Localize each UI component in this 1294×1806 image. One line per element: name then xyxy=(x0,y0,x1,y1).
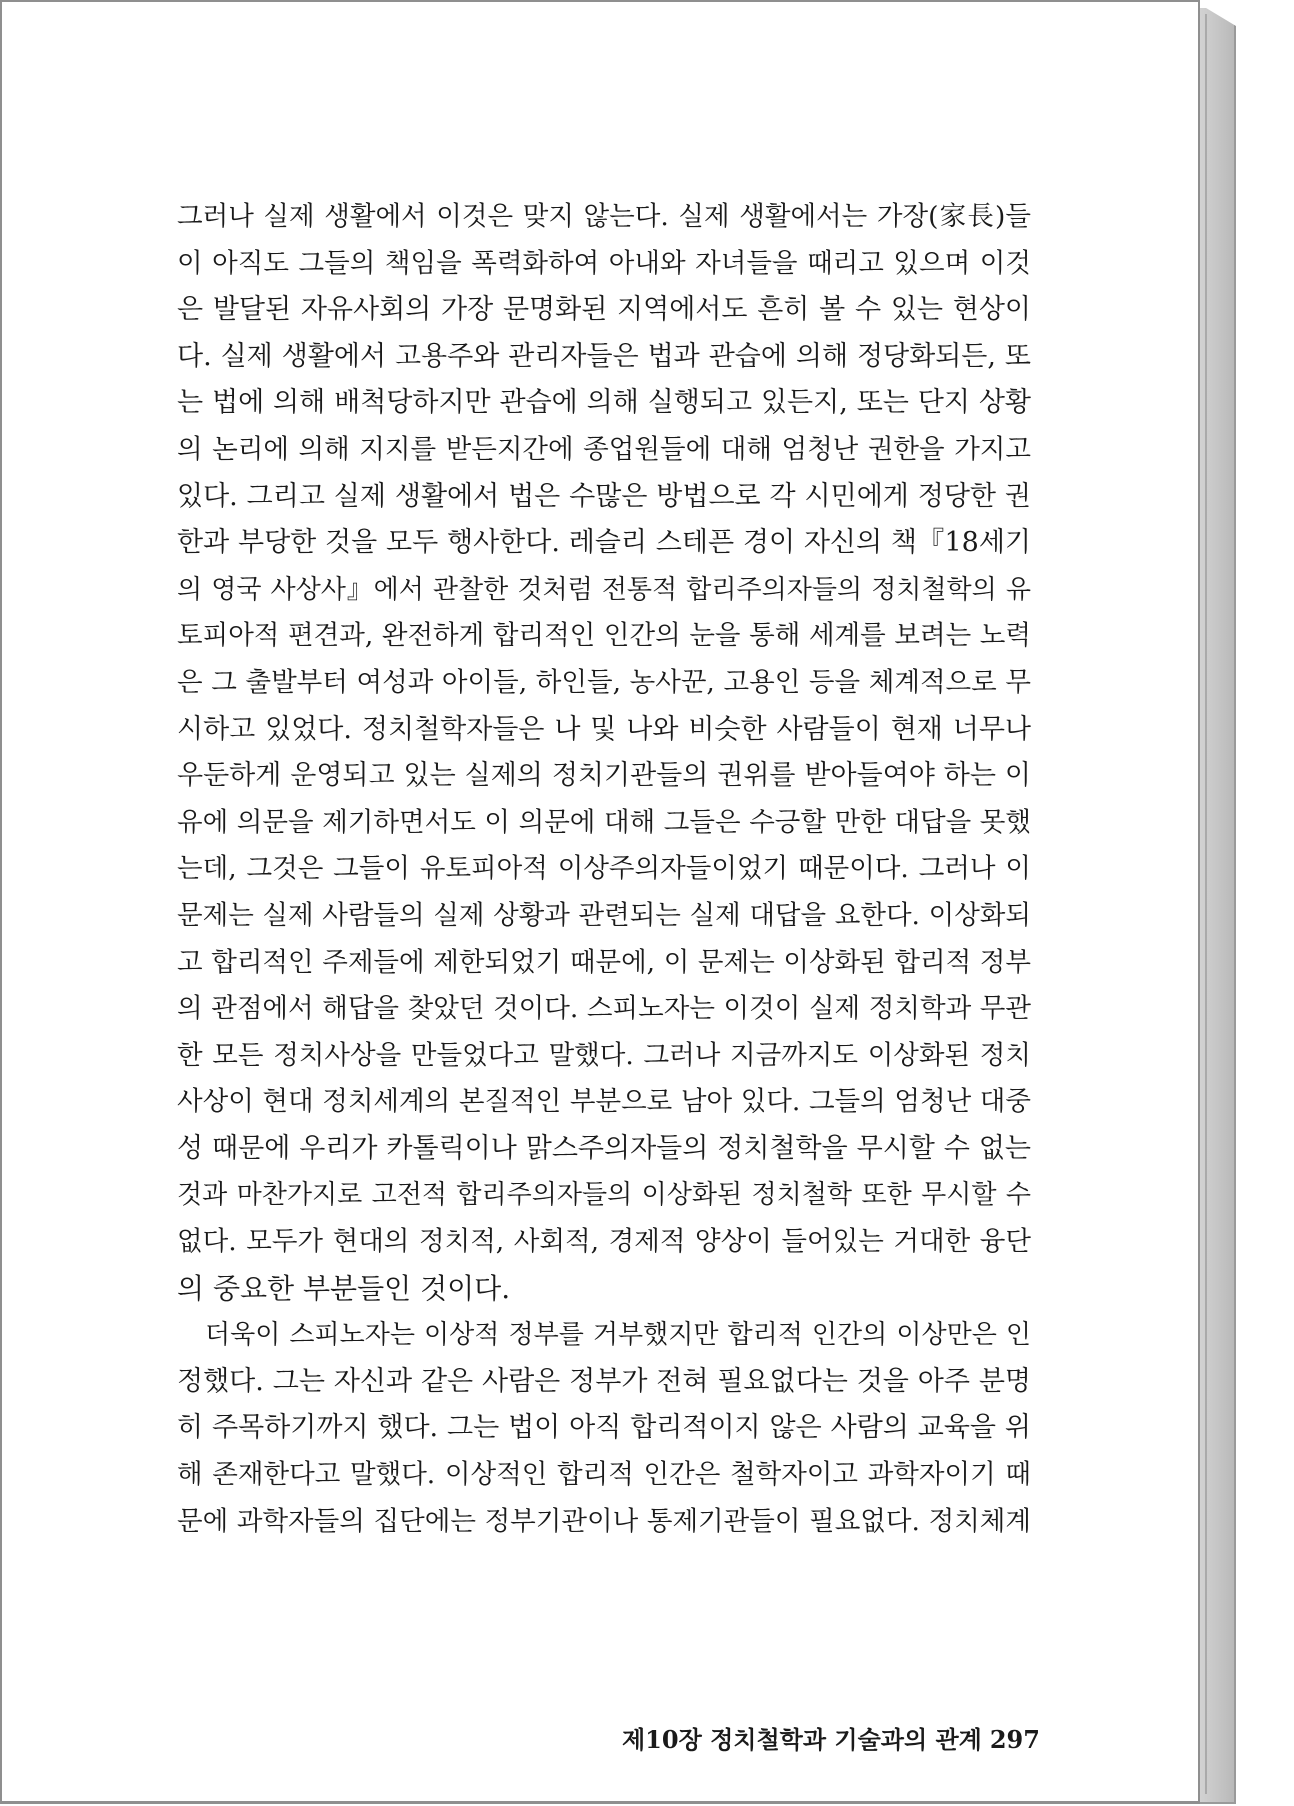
page-stack-line xyxy=(1205,14,1207,1794)
text-line: 그러나 실제 생활에서 이것은 맞지 않는다. 실제 생활에서는 가장(家長)들 xyxy=(177,201,1031,232)
text-line: 것과 마찬가지로 고전적 합리주의자들의 이상화된 정치철학 또한 무시할 수 xyxy=(177,1180,1031,1211)
text-line: 있다. 그리고 실제 생활에서 법은 수많은 방법으로 각 시민에게 정당한 권 xyxy=(177,480,1031,512)
text-line: 사상이 현대 정치세계의 본질적인 부분으로 남아 있다. 그들의 엄청난 대중 xyxy=(177,1086,1031,1118)
chapter-title: 제10장 정치철학과 기술과의 관계 xyxy=(622,1725,982,1754)
text-line: 의 논리에 의해 지지를 받든지간에 종업원들에 대해 엄청난 권한을 가지고 xyxy=(177,433,1031,465)
text-line: 시하고 있었다. 정치철학자들은 나 및 나와 비슷한 사람들이 현재 너무나 xyxy=(177,713,1031,745)
text-line: 다. 실제 생활에서 고용주와 관리자들은 법과 관습에 의해 정당화되든, 또 xyxy=(177,340,1031,372)
text-line: 한과 부당한 것을 모두 행사한다. 레슬리 스테픈 경이 자신의 책『18세기 xyxy=(177,527,1031,559)
text-line: 해 존재한다고 말했다. 이상적인 합리적 인간은 철학자이고 과학자이기 때 xyxy=(177,1459,1031,1491)
text-line: 의 중요한 부분들인 것이다. xyxy=(177,1271,511,1305)
text-line: 의 영국 사상사』에서 관찰한 것처럼 전통적 합리주의자들의 정치철학의 유 xyxy=(177,574,1031,605)
text-line: 문에 과학자들의 집단에는 정부기관이나 통제기관들이 필요없다. 정치체계 xyxy=(177,1505,1031,1537)
text-line: 한 모든 정치사상을 만들었다고 말했다. 그러나 지금까지도 이상화된 정치 xyxy=(177,1039,1031,1071)
text-line: 의 관점에서 해답을 찾았던 것이다. 스피노자는 이것이 실제 정치학과 무관 xyxy=(177,993,1031,1025)
page-number: 297 xyxy=(989,1725,1040,1754)
text-line: 없다. 모두가 현대의 정치적, 사회적, 경제적 양상이 들어있는 거대한 융단 xyxy=(177,1226,1031,1258)
text-line: 는데, 그것은 그들이 유토피아적 이상주의자들이었기 때문이다. 그러나 이 xyxy=(177,853,1031,885)
running-footer xyxy=(622,1720,1040,1755)
text-line: 성 때문에 우리가 카톨릭이나 맑스주의자들의 정치철학을 무시할 수 없는 xyxy=(177,1132,1031,1164)
text-line: 우둔하게 운영되고 있는 실제의 정치기관들의 권위를 받아들여야 하는 이 xyxy=(177,760,1031,792)
text-line: 이 아직도 그들의 책임을 폭력화하여 아내와 자녀들을 때리고 있으며 이것 xyxy=(177,247,1031,279)
text-line: 은 그 출발부터 여성과 아이들, 하인들, 농사꾼, 고용인 등을 체계적으로 무 xyxy=(177,666,1031,698)
text-line: 유에 의문을 제기하면서도 이 의문에 대해 그들은 수긍할 만한 대답을 못했 xyxy=(177,806,1031,838)
text-line: 정했다. 그는 자신과 같은 사람은 정부가 전혀 필요없다는 것을 아주 분명 xyxy=(177,1365,1031,1397)
paragraph-1 xyxy=(177,194,1031,1312)
body-text xyxy=(177,194,1031,1545)
text-line: 고 합리적인 주제들에 제한되었기 때문에, 이 문제는 이상화된 합리적 정부 xyxy=(177,946,1031,978)
text-line: 토피아적 편견과, 완전하게 합리적인 인간의 눈을 통해 세계를 보려는 노력 xyxy=(177,620,1031,652)
text-line: 더욱이 스피노자는 이상적 정부를 거부했지만 합리적 인간의 이상만은 인 xyxy=(205,1320,1031,1351)
text-line: 문제는 실제 사람들의 실제 상황과 관련되는 실제 대답을 요한다. 이상화되 xyxy=(177,899,1031,931)
text-line: 히 주목하기까지 했다. 그는 법이 아직 합리적이지 않은 사람의 교육을 위 xyxy=(177,1412,1031,1444)
text-line: 는 법에 의해 배척당하지만 관습에 의해 실행되고 있든지, 또는 단지 상황 xyxy=(177,387,1031,419)
text-line: 은 발달된 자유사회의 가장 문명화된 지역에서도 흔히 볼 수 있는 현상이 xyxy=(177,294,1031,326)
paragraph-2 xyxy=(177,1312,1031,1545)
